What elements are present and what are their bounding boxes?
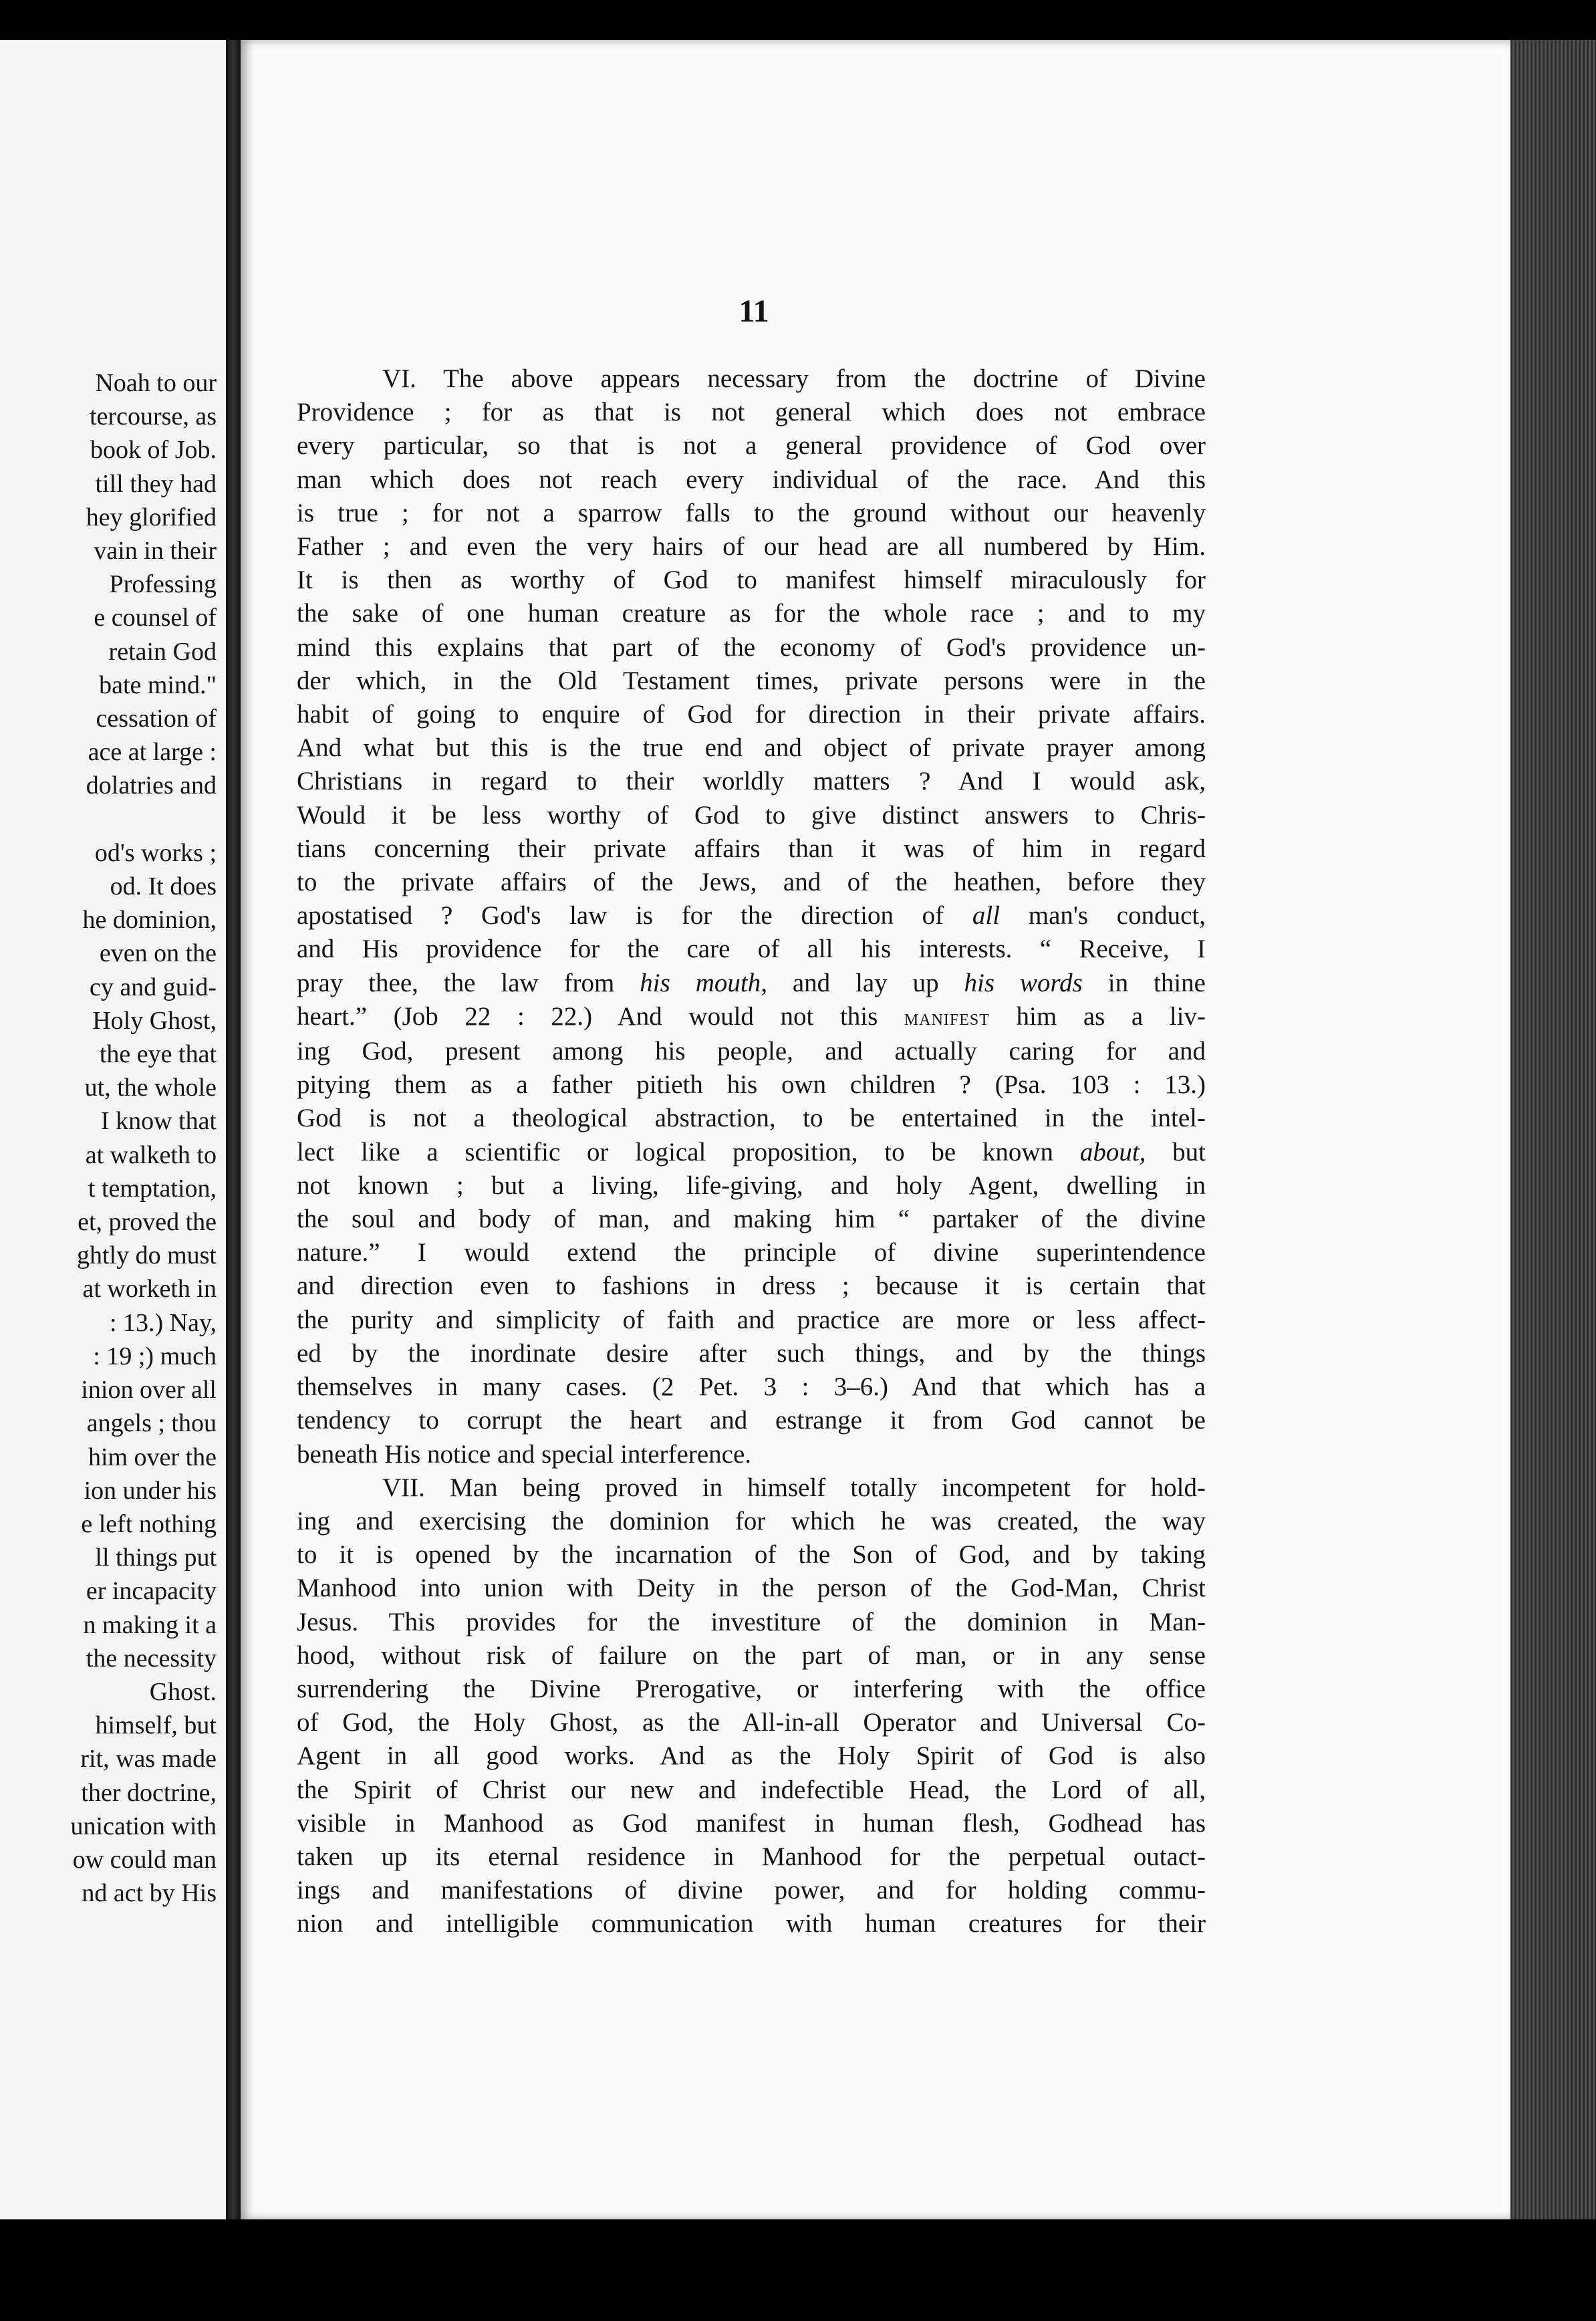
- text-line: nion and intelligible communication with human creatures for their: [297, 1909, 1206, 1939]
- previous-page-line: him over the: [88, 1443, 217, 1471]
- text-run: and lay up: [767, 968, 964, 997]
- text-line: taken up its eternal residence in Manhood for the perpetual outact-: [297, 1842, 1206, 1871]
- text-line: ing God, present among his people, and actually caring for and: [297, 1037, 1206, 1066]
- previous-page-line: tercourse, as: [90, 402, 217, 431]
- text-run: man's conduct,: [1000, 901, 1206, 931]
- page-edges: [1510, 40, 1596, 2219]
- text-run: apostatised ? God's law is for the direction of: [297, 901, 972, 931]
- text-line: the soul and body of man, and making him “ partaker of the divine: [297, 1205, 1206, 1234]
- text-line: Christians in regard to their worldly matters ? And I would ask,: [297, 767, 1206, 796]
- previous-page-line: vain in their: [94, 537, 217, 566]
- previous-page-line: I know that: [100, 1107, 217, 1136]
- text-run: but: [1146, 1137, 1206, 1167]
- text-line: visible in Manhood as God manifest in human flesh, Godhead has: [297, 1808, 1206, 1838]
- emphasis: his mouth,: [640, 968, 767, 997]
- previous-page-line: e left nothing: [81, 1509, 217, 1538]
- previous-page-line: ow could man: [72, 1845, 217, 1874]
- previous-page-line: e counsel of: [94, 604, 217, 632]
- previous-page-line: ghtly do must: [76, 1241, 217, 1270]
- previous-page-line: even on the: [99, 939, 217, 968]
- previous-page-line: bate mind.": [99, 670, 217, 699]
- previous-page-line: hey glorified: [86, 503, 217, 531]
- previous-page-line: the eye that: [99, 1040, 217, 1069]
- body-text: [297, 362, 1206, 1941]
- previous-page-line: cy and guid-: [90, 973, 217, 1001]
- text-line: Providence ; for as that is not general which does not embrace: [297, 398, 1206, 427]
- previous-page-line: ace at large :: [88, 738, 217, 767]
- book-gutter: [226, 40, 241, 2219]
- previous-page-line: dolatries and: [86, 771, 217, 800]
- text-line: pitying them as a father pitieth his own children ? (Psa. 103 : 13.): [297, 1070, 1206, 1100]
- previous-page-line: till they had: [95, 469, 217, 498]
- text-line: It is then as worthy of God to manifest himself miraculously for: [297, 566, 1206, 595]
- previous-page-line: ll things put: [95, 1544, 217, 1572]
- previous-page-line: [0, 803, 226, 836]
- text-line: ed by the inordinate desire after such things, and by the things: [297, 1338, 1206, 1368]
- previous-page-line: t temptation,: [88, 1174, 217, 1203]
- previous-page-line: himself, but: [95, 1711, 217, 1740]
- previous-page-line: n making it a: [83, 1610, 217, 1639]
- previous-page-line: cessation of: [96, 705, 217, 733]
- previous-page-line: retain God: [108, 637, 217, 666]
- text-run: him as a liv-: [989, 1001, 1206, 1031]
- emphasis: his words: [964, 968, 1083, 997]
- previous-page-line: book of Job.: [90, 436, 217, 465]
- previous-page-line: nd act by His: [82, 1879, 217, 1908]
- text-line: tians concerning their private affairs than it was of him in regard: [297, 834, 1206, 863]
- previous-page-line: ion under his: [84, 1476, 217, 1505]
- previous-page-line: et, proved the: [78, 1208, 217, 1237]
- text-line: Would it be less worthy of God to give distinct answers to Chris-: [297, 800, 1206, 830]
- text-line: mind this explains that part of the economy of God's providence un-: [297, 632, 1206, 662]
- previous-page-line: at walketh to: [85, 1140, 217, 1169]
- text-line: the sake of one human creature as for the whole race ; and to my: [297, 599, 1206, 628]
- text-line: surrendering the Divine Prerogative, or interfering with the office: [297, 1674, 1206, 1703]
- text-line: tendency to corrupt the heart and estrange it from God cannot be: [297, 1406, 1206, 1435]
- previous-page-line: angels ; thou: [86, 1409, 217, 1438]
- previous-page-line: Professing: [109, 570, 217, 599]
- previous-page-line: od. It does: [110, 872, 217, 901]
- previous-page-line: ther doctrine,: [81, 1778, 217, 1807]
- text-line: is true ; for not a sparrow falls to the ground without our heavenly: [297, 498, 1206, 527]
- text-line: Jesus. This provides for the investiture of the dominion in Man-: [297, 1607, 1206, 1636]
- text-line: [297, 899, 1206, 933]
- text-line: nature.” I would extend the principle of divine superintendence: [297, 1238, 1206, 1267]
- text-line: and His providence for the care of all his interests. “ Receive, I: [297, 935, 1206, 964]
- previous-page-line: od's works ;: [94, 838, 217, 867]
- previous-page-line: rit, was made: [80, 1745, 217, 1774]
- text-line: ing and exercising the dominion for which he was created, the way: [297, 1506, 1206, 1536]
- text-line: VI. The above appears necessary from the doctrine of Divine: [382, 364, 1206, 393]
- text-run: pray thee, the law from: [297, 968, 640, 997]
- text-line: to it is opened by the incarnation of the Son of God, and by taking: [297, 1540, 1206, 1570]
- text-line: of God, the Holy Ghost, as the All-in-all Operator and Universal Co-: [297, 1708, 1206, 1737]
- previous-page-line: ut, the whole: [84, 1074, 217, 1102]
- text-run: heart.” (Job 22 : 22.) And would not this: [297, 1001, 904, 1031]
- small-caps-word: manifest: [904, 1005, 990, 1030]
- text-line: And what but this is the true end and object of private prayer among: [297, 733, 1206, 763]
- emphasis: all: [972, 901, 1001, 931]
- text-run: in thine: [1082, 968, 1206, 997]
- previous-page-line: he dominion,: [82, 906, 217, 935]
- text-line: beneath His notice and special interference.: [297, 1439, 752, 1469]
- text-line: every particular, so that is not a general providence of God over: [297, 431, 1206, 461]
- previous-page-text: [0, 366, 226, 1910]
- text-line: the purity and simplicity of faith and practice are more or less affect-: [297, 1305, 1206, 1334]
- emphasis: about,: [1079, 1137, 1146, 1167]
- scan-background: [0, 2219, 1596, 2321]
- text-line: hood, without risk of failure on the part of man, or in any sense: [297, 1640, 1206, 1670]
- previous-page-fragment: [0, 40, 230, 2219]
- previous-page-line: Noah to our: [95, 369, 217, 397]
- text-line: to the private affairs of the Jews, and of the heathen, before they: [297, 868, 1206, 897]
- previous-page-line: Ghost.: [149, 1677, 217, 1706]
- text-line: VII. Man being proved in himself totally incompetent for hold-: [382, 1473, 1206, 1502]
- previous-page-line: inion over all: [81, 1376, 217, 1404]
- previous-page-line: Holy Ghost,: [92, 1006, 217, 1035]
- text-run: lect like a scientific or logical proposition, to be known: [297, 1137, 1080, 1167]
- text-line: God is not a theological abstraction, to be entertained in the intel-: [297, 1104, 1206, 1133]
- text-line: [297, 967, 1206, 1000]
- text-line: themselves in many cases. (2 Pet. 3 : 3–6.) And that which has a: [297, 1372, 1206, 1402]
- text-line: Manhood into union with Deity in the person of the God-Man, Christ: [297, 1574, 1206, 1603]
- previous-page-line: unication with: [70, 1812, 217, 1840]
- previous-page-line: at worketh in: [82, 1275, 217, 1304]
- text-line: Agent in all good works. And as the Holy Spirit of God is also: [297, 1741, 1206, 1771]
- text-line: the Spirit of Christ our new and indefectible Head, the Lord of all,: [297, 1775, 1206, 1804]
- text-line: habit of going to enquire of God for direction in their private affairs.: [297, 700, 1206, 729]
- text-line: not known ; but a living, life-giving, and holy Agent, dwelling in: [297, 1171, 1206, 1200]
- previous-page-line: the necessity: [86, 1644, 217, 1673]
- previous-page-line: : 13.) Nay,: [109, 1308, 217, 1337]
- text-line: ings and manifestations of divine power, and for holding commu-: [297, 1876, 1206, 1905]
- text-line: man which does not reach every individual of the race. And this: [297, 465, 1206, 494]
- text-line: [297, 1136, 1206, 1169]
- text-line: [297, 1000, 1206, 1035]
- previous-page-line: er incapacity: [86, 1577, 217, 1606]
- text-line: Father ; and even the very hairs of our head are all numbered by Him.: [297, 532, 1206, 562]
- text-line: and direction even to fashions in dress ; because it is certain that: [297, 1271, 1206, 1301]
- text-line: der which, in the Old Testament times, private persons were in the: [297, 666, 1206, 695]
- previous-page-line: : 19 ;) much: [93, 1342, 217, 1370]
- page-number: 11: [739, 293, 769, 329]
